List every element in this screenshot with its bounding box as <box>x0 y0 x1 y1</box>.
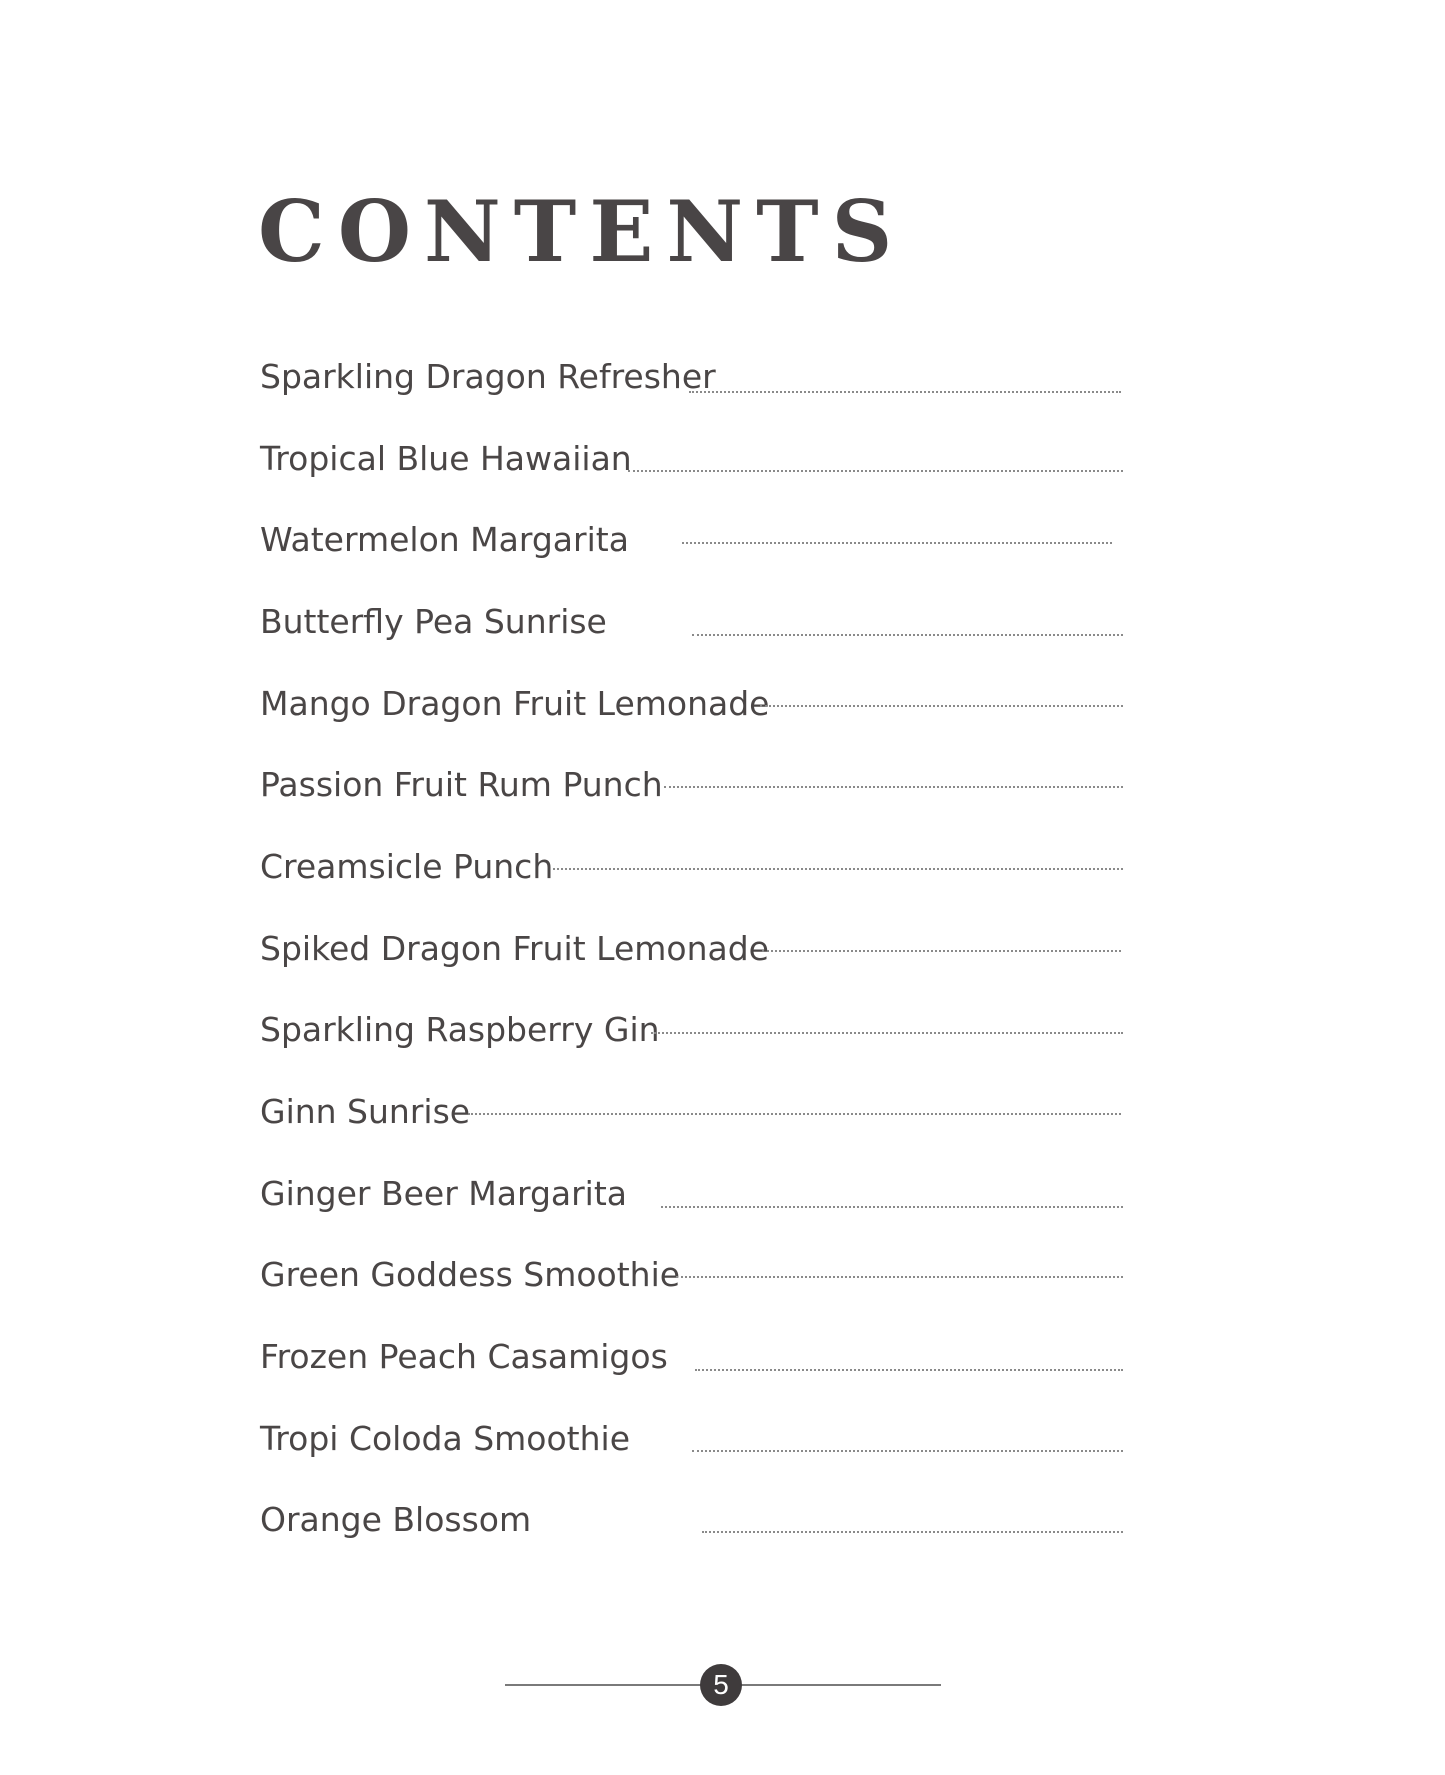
toc-entry[interactable] <box>0 847 1445 907</box>
toc-entry[interactable] <box>0 439 1445 499</box>
toc-entry-label: Frozen Peach Casamigos <box>260 1337 668 1376</box>
footer-rule-left <box>505 1684 705 1686</box>
toc-entry[interactable] <box>0 1419 1445 1479</box>
page-number-badge: 5 <box>700 1664 742 1706</box>
toc-entry-label: Butterfly Pea Sunrise <box>260 602 607 641</box>
toc-entry[interactable] <box>0 929 1445 989</box>
toc-entry[interactable] <box>0 520 1445 580</box>
toc-entry-label: Ginger Beer Margarita <box>260 1174 628 1213</box>
toc-entry-label: Passion Fruit Rum Punch <box>260 765 663 804</box>
toc-entry-label: Spiked Dragon Fruit Lemonade <box>260 929 769 968</box>
toc-entry-label: Mango Dragon Fruit Lemonade <box>260 684 770 723</box>
toc-entry[interactable] <box>0 1255 1445 1315</box>
dot-leader <box>468 1113 1121 1115</box>
toc-entry-label: Tropi Coloda Smoothie <box>260 1419 630 1458</box>
dot-leader <box>651 1032 1123 1034</box>
dot-leader <box>553 868 1123 870</box>
toc-entry-label: Green Goddess Smoothie <box>260 1255 681 1294</box>
dot-leader <box>692 634 1123 636</box>
toc-entry[interactable] <box>0 1500 1445 1560</box>
toc-entry-label: Ginn Sunrise <box>260 1092 471 1131</box>
dot-leader <box>676 1276 1123 1278</box>
toc-entry[interactable] <box>0 1174 1445 1234</box>
toc-entry[interactable] <box>0 602 1445 662</box>
toc-entry[interactable] <box>0 1010 1445 1070</box>
page-title: CONTENTS <box>258 182 906 281</box>
dot-leader <box>664 786 1123 788</box>
toc-entry[interactable] <box>0 1337 1445 1397</box>
dot-leader <box>689 391 1121 393</box>
toc-entry-label: Tropical Blue Hawaiian <box>260 439 632 478</box>
dot-leader <box>692 1450 1123 1452</box>
toc-entry-label: Creamsicle Punch <box>260 847 554 886</box>
dot-leader <box>682 542 1112 544</box>
toc-entry-label: Orange Blossom <box>260 1500 532 1539</box>
toc-entry[interactable] <box>0 1092 1445 1152</box>
toc-entry[interactable] <box>0 765 1445 825</box>
toc-entry-label: Watermelon Margarita <box>260 520 629 559</box>
dot-leader <box>760 705 1123 707</box>
toc-entry-label: Sparkling Raspberry Gin <box>260 1010 660 1049</box>
dot-leader <box>702 1531 1123 1533</box>
footer-rule-right <box>737 1684 941 1686</box>
dot-leader <box>695 1369 1123 1371</box>
toc-entry-label: Sparkling Dragon Refresher <box>260 357 716 396</box>
dot-leader <box>628 470 1123 472</box>
toc-entry[interactable] <box>0 357 1445 417</box>
dot-leader <box>762 950 1121 952</box>
toc-entry[interactable] <box>0 684 1445 744</box>
dot-leader <box>661 1206 1123 1208</box>
